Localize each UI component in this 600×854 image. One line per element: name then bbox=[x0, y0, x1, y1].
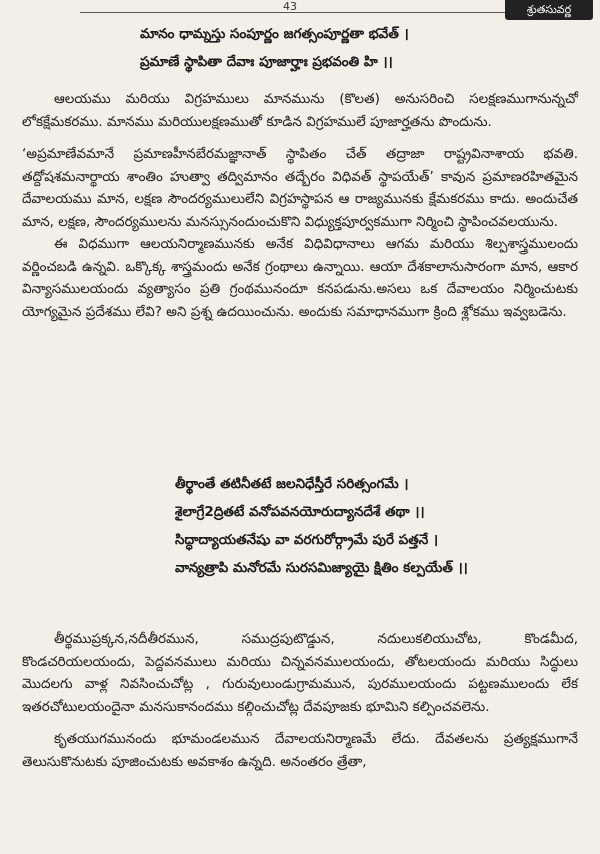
header-badge: శ్రుతసువర్ణ bbox=[505, 0, 593, 20]
verse-line-1: మానం ధామ్నస్తు సంపూర్ణం జగత్సంపూర్ణతా భవేత్ । bbox=[140, 26, 409, 42]
shloka-line-3: సిద్ధాద్యాయతనేషు వా వరగురోర్గ్రామే పురే పత్తనే । bbox=[175, 532, 439, 548]
shloka-line-4: వాన్యత్రాపి మనోరమే సురసమిజ్యాయై క్షితిం కల్పయేత్ ।। bbox=[175, 560, 468, 576]
paragraph-4: తీర్థముప్రక్కన,నదీతీరమున, సముద్రపుటొడ్డున, నదులుకలియుచోట, కొండమీద, కొండచరియలయందు, పెద్దవనములు మరియు చిన్నవనములయందు, తోటలయందు మరియు సిద్ధులు మొదలగు వాళ్ల నివసించుచోట్ల , గురువులుండుగ్రామమున, పురములయందు పట్టణములందు లేక ఇతరచోటులయందైనా మనసుకానందము కల్గించుచోట్ల దేవపూజకు భూమిని కల్పించవలెను. bbox=[22, 631, 578, 715]
body-section-1 bbox=[22, 88, 578, 323]
shloka-line-1: తీర్థాంతే తటినీతటే జలనిధేస్తీరే సరిత్సంగమే । bbox=[175, 476, 409, 492]
body-section-2 bbox=[22, 628, 578, 773]
page-header bbox=[0, 0, 600, 24]
verse-line-2: ప్రమాణే స్థాపితా దేవాః పూజార్హాః ప్రభవంతి హి ।। bbox=[140, 54, 393, 70]
shloka-line-2: శైలాగ్రే2ద్రితటే వనోపవనయోరుద్యానదేశే తథా ।। bbox=[175, 504, 425, 520]
paragraph-5: కృతయుగమునందు భూమండలమున దేవాలయనిర్మాణమే లేదు. దేవతలను ప్రత్యక్షముగానే తెలుసుకొనుటకు పూజించుటకు అవకాశం ఉన్నది. అనంతరం త్రేతా, bbox=[22, 731, 578, 770]
paragraph-1: ఆలయము మరియు విగ్రహములు మానమును (కొలత) అనుసరించి సలక్షణముగానున్నచో లోకక్షేమకరము. మానము మరియులక్షణముతో కూడిన విగ్రహములే పూజార్హతను పొందును. bbox=[22, 91, 578, 130]
paragraph-2: ‘అప్రమాణేవమానే ప్రమాణహీనబేరమజ్ఞానాత్ స్థాపితం చేత్ తద్రాజా రాష్ట్రవినాశాయ భవతి. తద్దోషశమనార్థాయ శాంతిం హుత్వా తద్విమానం తద్బేరం విధివత్ స్థాపయేత్’ కావున ప్రమాణరహితమైన దేవాలయము మాన, లక్షణ సౌందర్యములులేని విగ్రహస్థాపన ఆ రాజ్యమునకు క్షేమకరము కాదు. అందుచేత మాన, లక్షణ, సౌందర్యములను మనస్సునందుంచుకొని విధ్యుక్తపూర్వకముగా నిర్మించి స్థాపించవలయును. bbox=[22, 146, 578, 230]
paragraph-3: ఈ విధముగా ఆలయనిర్మాణమునకు అనేక విధివిధానాలు ఆగమ మరియు శిల్పశాస్త్రములందు వర్ణించబడి ఉన్నవి. ఒక్కొక్క శాస్త్రమందు అనేక గ్రంథాలు ఉన్నాయి. ఆయా దేశకాలానుసారంగా మాన, ఆకార విన్యాసములయందు వ్యత్యాసం ప్రతి గ్రంథమునందూ కనపడును.అసలు ఒక దేవాలయం నిర్మించుటకు యోగ్యమైన ప్రదేశము లేవి? అని ప్రశ్న ఉదయించును. అందుకు సమాధానముగా క్రింది శ్లోకము ఇవ్వబడెను. bbox=[22, 236, 578, 320]
page-number: 43 bbox=[283, 0, 297, 13]
shloka-block bbox=[175, 470, 468, 582]
